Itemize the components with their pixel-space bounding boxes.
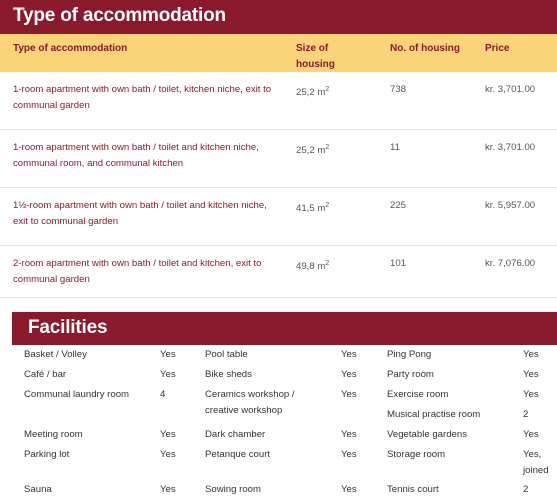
- table-row: [0, 188, 557, 246]
- facility-value: Yes: [523, 389, 539, 400]
- facility-name: Ping Pong: [387, 349, 432, 360]
- row-type: 1-room apartment with own bath / toilet and kitchen niche, communal room, and communal kitchen: [13, 142, 259, 169]
- row-count: 738: [390, 84, 407, 95]
- facility-value: Yes: [341, 389, 357, 400]
- col-header-count: No. of housing: [390, 43, 460, 54]
- facility-value: Yes: [160, 349, 176, 360]
- facility-value: 2: [523, 484, 529, 495]
- accommodation-heading: Type of accommodation: [13, 5, 226, 26]
- facility-name: Communal laundry room: [24, 389, 130, 400]
- facility-name: Sowing room: [205, 484, 261, 495]
- row-type: 1-room apartment with own bath / toilet, kitchen niche, exit to communal garden: [13, 84, 272, 111]
- facility-name: Exercise room: [387, 389, 449, 400]
- facility-name: Storage room: [387, 449, 446, 460]
- facility-name: Bike sheds: [205, 369, 252, 380]
- row-size: 25,2 $m^2$: [296, 144, 330, 157]
- row-type: 1½-room apartment with own bath / toilet and kitchen niche, exit to communal garden: [13, 200, 267, 227]
- facility-name: Party room: [387, 369, 434, 380]
- accommodation-table-header: [0, 34, 557, 72]
- facility-value: Yes: [160, 429, 176, 440]
- facility-value: Yes: [523, 349, 539, 360]
- row-type: 2-room apartment with own bath / toilet and kitchen, exit to communal garden: [13, 258, 262, 285]
- facility-value: Yes: [341, 429, 357, 440]
- row-size: 41,5 $m^2$: [296, 202, 330, 215]
- facility-name: Tennis court: [387, 484, 439, 495]
- facilities-heading: Facilities: [28, 317, 108, 338]
- table-row: [0, 130, 557, 188]
- row-price: kr. 7,076.00: [485, 258, 536, 269]
- facility-name: Pool table: [205, 349, 248, 360]
- facility-value: Yes: [160, 449, 176, 460]
- row-count: 101: [390, 258, 407, 269]
- facility-name: Musical practise room: [387, 409, 481, 420]
- accommodation-banner: [0, 0, 557, 34]
- row-price: kr. 3,701.00: [485, 142, 536, 153]
- table-row: [0, 246, 557, 298]
- facilities-banner: [12, 312, 557, 345]
- row-price: kr. 5,957.00: [485, 200, 536, 211]
- facility-value: Yes, joined: [523, 449, 549, 476]
- row-size: 25,2 $m^2$: [296, 86, 330, 99]
- col-header-type: Type of accommodation: [13, 43, 128, 54]
- facility-value: Yes: [160, 484, 176, 495]
- facility-name: Meeting room: [24, 429, 83, 440]
- facility-value: 4: [160, 389, 166, 400]
- facility-value: Yes: [523, 429, 539, 440]
- facility-value: 2: [523, 409, 529, 420]
- row-price: kr. 3,701.00: [485, 84, 536, 95]
- col-header-size: Size of housing: [296, 43, 335, 70]
- row-count: 11: [390, 142, 400, 153]
- facility-name: Petanque court: [205, 449, 271, 460]
- facility-name: Basket / Volley: [24, 349, 87, 360]
- facility-value: Yes: [341, 369, 357, 380]
- table-row: [0, 72, 557, 130]
- facility-name: Ceramics workshop / creative workshop: [205, 389, 295, 416]
- facility-value: Yes: [160, 369, 176, 380]
- row-size: 49,8 $m^2$: [296, 260, 330, 273]
- facility-name: Café / bar: [24, 369, 67, 380]
- facility-name: Dark chamber: [205, 429, 266, 440]
- facility-name: Vegetable gardens: [387, 429, 468, 440]
- facility-value: Yes: [341, 484, 357, 495]
- facility-value: Yes: [523, 369, 539, 380]
- row-count: 225: [390, 200, 407, 211]
- facility-name: Parking lot: [24, 449, 70, 460]
- facility-value: Yes: [341, 449, 357, 460]
- facility-value: Yes: [341, 349, 357, 360]
- facility-name: Sauna: [24, 484, 52, 495]
- col-header-price: Price: [485, 43, 510, 54]
